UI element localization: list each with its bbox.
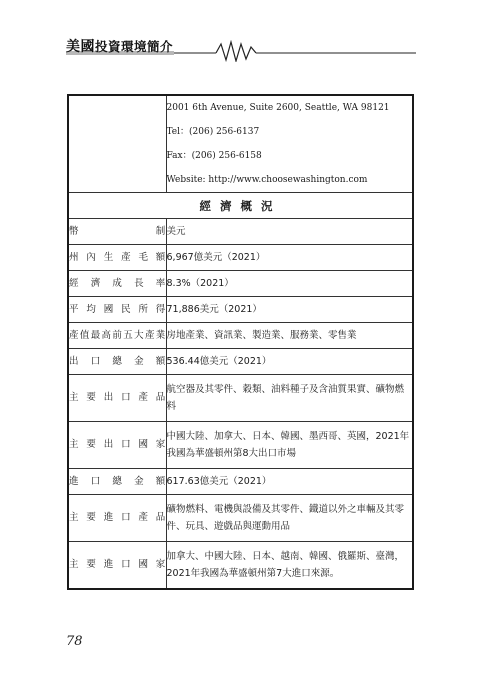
contact-cell (166, 95, 413, 193)
header-title-country: 美國 (66, 39, 95, 55)
table-row (68, 422, 413, 469)
row-label: 產值最高前五大產業 (68, 323, 166, 349)
page-number: 78 (66, 634, 83, 649)
contact-row (68, 95, 413, 193)
contact-fax: Fax：(206) 256-6158 (166, 151, 262, 161)
row-value: 8.3%（2021） (166, 271, 413, 297)
row-value: 美元 (166, 219, 413, 245)
row-label: 主要出口產品 (68, 375, 166, 422)
table-row (68, 245, 413, 271)
section-row (68, 193, 413, 219)
row-label: 進口總金額 (68, 469, 166, 495)
row-value: 房地產業、資訊業、製造業、服務業、零售業 (166, 323, 413, 349)
row-label: 出口總金額 (68, 349, 166, 375)
table-row (68, 375, 413, 422)
heartbeat-wave-icon (216, 42, 256, 61)
contact-website: Website: http://www.choosewashington.com (166, 175, 368, 185)
table-row (68, 323, 413, 349)
header-title (66, 40, 173, 54)
table-row (68, 542, 413, 590)
table-row (68, 219, 413, 245)
row-value: 617.63億美元（2021） (166, 469, 413, 495)
contact-blank-cell (68, 95, 166, 193)
row-label: 主要進口產品 (68, 495, 166, 542)
row-value: 536.44億美元（2021） (166, 349, 413, 375)
table-row (68, 469, 413, 495)
row-label: 幣制 (68, 219, 166, 245)
row-label: 主要進口國家 (68, 542, 166, 590)
contact-address: 2001 6th Avenue, Suite 2600, Seattle, WA 98121 (166, 103, 390, 113)
table-row (68, 271, 413, 297)
header-title-subject: 投資環境簡介 (95, 39, 174, 54)
contact-tel: Tel：(206) 256-6137 (166, 127, 260, 137)
row-label: 主要出口國家 (68, 422, 166, 469)
page-header (66, 40, 416, 62)
row-value: 加拿大、中國大陸、日本、越南、韓國、俄羅斯、臺灣，2021年我國為華盛頓州第7大進口來源。 (166, 542, 413, 590)
row-value: 中國大陸、加拿大、日本、韓國、墨西哥、英國，2021年我國為華盛頓州第8大出口市場 (166, 422, 413, 469)
row-value: 6,967億美元（2021） (166, 245, 413, 271)
economic-profile-table (67, 94, 414, 590)
table-row (68, 297, 413, 323)
row-value: 礦物燃料、電機與設備及其零件、鐵道以外之車輛及其零件、玩具、遊戲品與運動用品 (166, 495, 413, 542)
table-row (68, 495, 413, 542)
section-title: 經濟概況 (68, 193, 413, 219)
row-value: 71,886美元（2021） (166, 297, 413, 323)
row-value: 航空器及其零件、穀類、油料種子及含油質果實、礦物燃料 (166, 375, 413, 422)
row-label: 平均國民所得 (68, 297, 166, 323)
row-label: 州內生產毛額 (68, 245, 166, 271)
row-label: 經濟成長率 (68, 271, 166, 297)
table-row (68, 349, 413, 375)
